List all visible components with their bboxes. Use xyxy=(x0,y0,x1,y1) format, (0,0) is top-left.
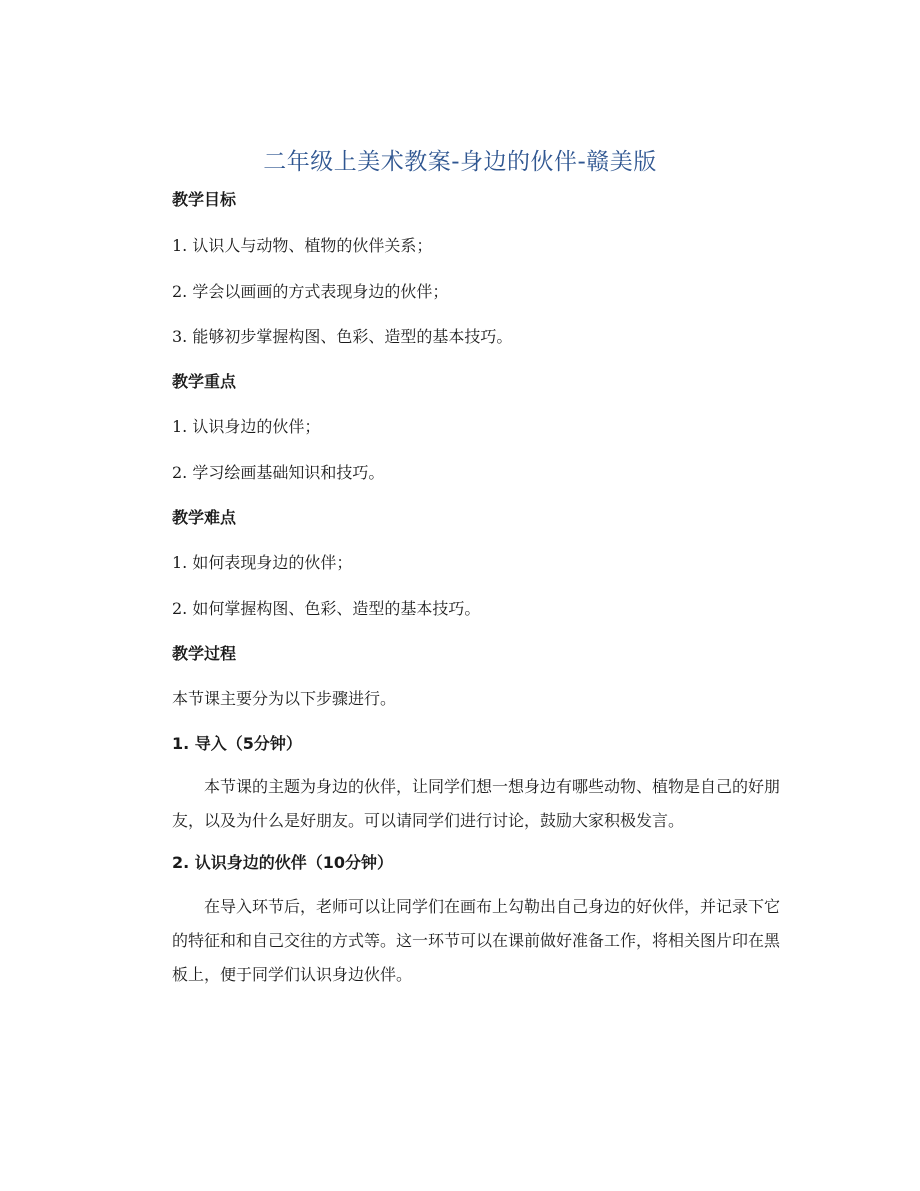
key-point-item-2: 2. 学习绘画基础知识和技巧。 xyxy=(172,463,385,482)
section-heading-difficulties: 教学难点 xyxy=(172,508,237,527)
section-heading-key-points: 教学重点 xyxy=(172,372,237,391)
section-heading-process: 教学过程 xyxy=(172,644,237,663)
step-heading-2: 2. 认识身边的伙伴（10分钟） xyxy=(172,853,394,872)
step-paragraph-1: 本节课的主题为身边的伙伴，让同学们想一想身边有哪些动物、植物是自己的好朋友，以及为什么是好朋友。可以请同学们进行讨论，鼓励大家积极发言。 xyxy=(172,777,781,830)
difficulty-item-1: 1. 如何表现身边的伙伴； xyxy=(172,553,353,572)
document-title: 二年级上美术教案-身边的伙伴-赣美版 xyxy=(263,149,657,175)
section-heading-goals: 教学目标 xyxy=(172,190,237,209)
goal-item-2: 2. 学会以画画的方式表现身边的伙伴； xyxy=(172,282,449,301)
difficulty-item-2: 2. 如何掌握构图、色彩、造型的基本技巧。 xyxy=(172,599,481,618)
step-paragraph-2: 在导入环节后，老师可以让同学们在画布上勾勒出自己身边的好伙伴，并记录下它的特征和和自己交往的方式等。这一环节可以在课前做好准备工作，将相关图片印在黑板上，便于同学们认识身边伙伴。 xyxy=(172,897,781,984)
step-heading-1: 1. 导入（5分钟） xyxy=(172,734,302,753)
goal-item-3: 3. 能够初步掌握构图、色彩、造型的基本技巧。 xyxy=(172,327,513,346)
goal-item-1: 1. 认识人与动物、植物的伙伴关系； xyxy=(172,236,433,255)
process-intro: 本节课主要分为以下步骤进行。 xyxy=(172,689,397,708)
key-point-item-1: 1. 认识身边的伙伴； xyxy=(172,417,321,436)
